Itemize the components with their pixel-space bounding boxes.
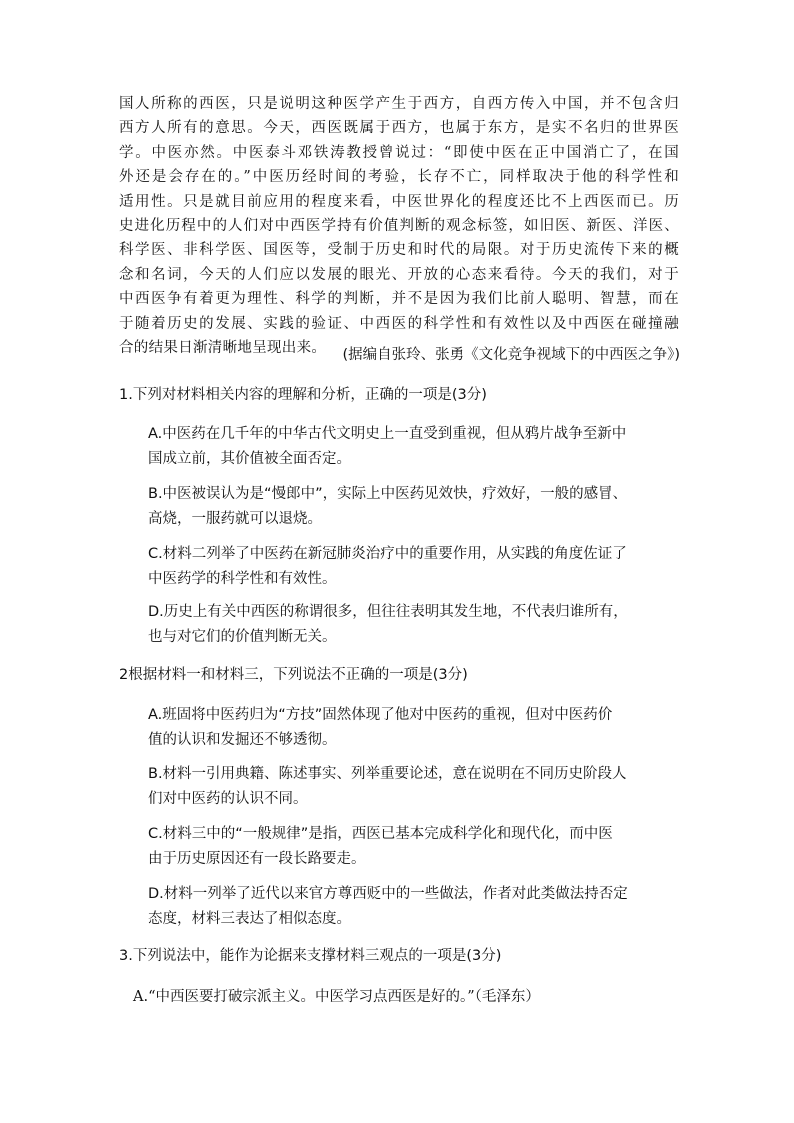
passage-line: 国人所称的西医，只是说明这种医学产生于西方，自西方传入中国，并不包含归	[119, 96, 679, 112]
passage-line: 于随着历史的发展、实践的验证、中西医的科学性和有效性以及中西医在碰撞融	[119, 315, 679, 332]
option-line: D.材料一列举了近代以来官方尊西贬中的一些做法，作者对此类做法持否定	[148, 886, 628, 902]
passage-line: 科学医、非科学医、国医等，受制于历史和时代的局限。对于历史流传下来的概	[119, 242, 679, 259]
option-line: 由于历史原因还有一段长路要走。	[148, 850, 366, 867]
question-3	[119, 944, 689, 968]
option-line: D.历史上有关中西医的称谓很多，但往往表明其发生地，不代表归谁所有，	[148, 604, 628, 620]
question-stem: 2根据材料一和材料三，下列说法不正确的一项是(3分)	[119, 667, 468, 683]
passage-source-citation: (据编自张玲、张勇《文化竞争视域下的中西医之争》)	[342, 347, 680, 363]
reading-passage	[119, 92, 679, 360]
question-2	[119, 663, 689, 687]
question-2-option-b[interactable]	[148, 762, 683, 811]
question-3-option-a[interactable]	[133, 985, 693, 1009]
passage-line: 西方人所有的意思。今天，西医既属于西方，也属于东方，是实不名归的世界医	[119, 120, 679, 137]
passage-line: 中西医争有着更为理性、科学的判断，并不是因为我们比前人聪明、智慧，而在	[119, 291, 679, 308]
passage-line: 合的结果日渐清晰地呈现出来。	[119, 340, 327, 357]
passage-line: 外还是会存在的。”中医历经时间的考验，长存不亡，同样取决于他的科学性和	[119, 169, 679, 186]
question-2-option-c[interactable]	[148, 822, 683, 871]
passage-line: 学。中医亦然。中医泰斗邓铁涛教授曾说过：“即使中医在正中国消亡了，在国	[119, 144, 679, 161]
passage-line: 史进化历程中的人们对中西医学持有价值判断的观念标签，如旧医、新医、洋医、	[119, 218, 679, 235]
question-1-option-c[interactable]	[148, 542, 683, 591]
question-2-option-d[interactable]	[148, 882, 683, 931]
question-stem: 1.下列对材料相关内容的理解和分析，正确的一项是(3分)	[119, 387, 487, 403]
option-line: A.班固将中医药归为“方技”固然体现了他对中医药的重视，但对中医药价	[148, 707, 613, 723]
option-line: B.材料一引用典籍、陈述事实、列举重要论述，意在说明在不同历史阶段人	[148, 766, 627, 782]
option-line: B.中医被误认为是“慢郎中”，实际上中医药见效快，疗效好，一般的感冒、	[148, 486, 628, 502]
question-1-option-b[interactable]	[148, 482, 683, 531]
question-1-option-d[interactable]	[148, 600, 683, 649]
question-1-option-a[interactable]	[148, 422, 683, 471]
option-line: 也与对它们的价值判断无关。	[148, 628, 337, 645]
option-line: 态度，材料三表达了相似态度。	[148, 910, 351, 927]
option-line: C.材料三中的“一般规律”是指，西医已基本完成科学化和现代化，而中医	[148, 826, 613, 842]
option-line: C.材料二列举了中医药在新冠肺炎治疗中的重要作用，从实践的角度佐证了	[148, 546, 627, 562]
passage-line: 念和名词，今天的人们应以发展的眼光、开放的心态来看待。今天的我们，对于	[119, 266, 679, 283]
option-line: 中医药学的科学性和有效性。	[148, 570, 337, 587]
question-stem: 3.下列说法中，能作为论据来支撑材料三观点的一项是(3分)	[119, 948, 502, 964]
question-2-option-a[interactable]	[148, 703, 683, 752]
option-line: A.中医药在几千年的中华古代文明史上一直受到重视，但从鸦片战争至新中	[148, 426, 627, 442]
option-line: 值的认识和发掘还不够透彻。	[148, 731, 337, 748]
question-1	[119, 383, 689, 407]
option-line: A.“中西医要打破宗派主义。中医学习点西医是好的。”（毛泽东）	[133, 989, 540, 1005]
passage-line: 适用性。只是就目前应用的程度来看，中医世界化的程度还比不上西医而已。历	[119, 193, 679, 210]
option-line: 国成立前，其价值被全面否定。	[148, 450, 351, 467]
option-line: 们对中医药的认识不同。	[148, 790, 308, 807]
option-line: 高烧，一服药就可以退烧。	[148, 510, 322, 527]
